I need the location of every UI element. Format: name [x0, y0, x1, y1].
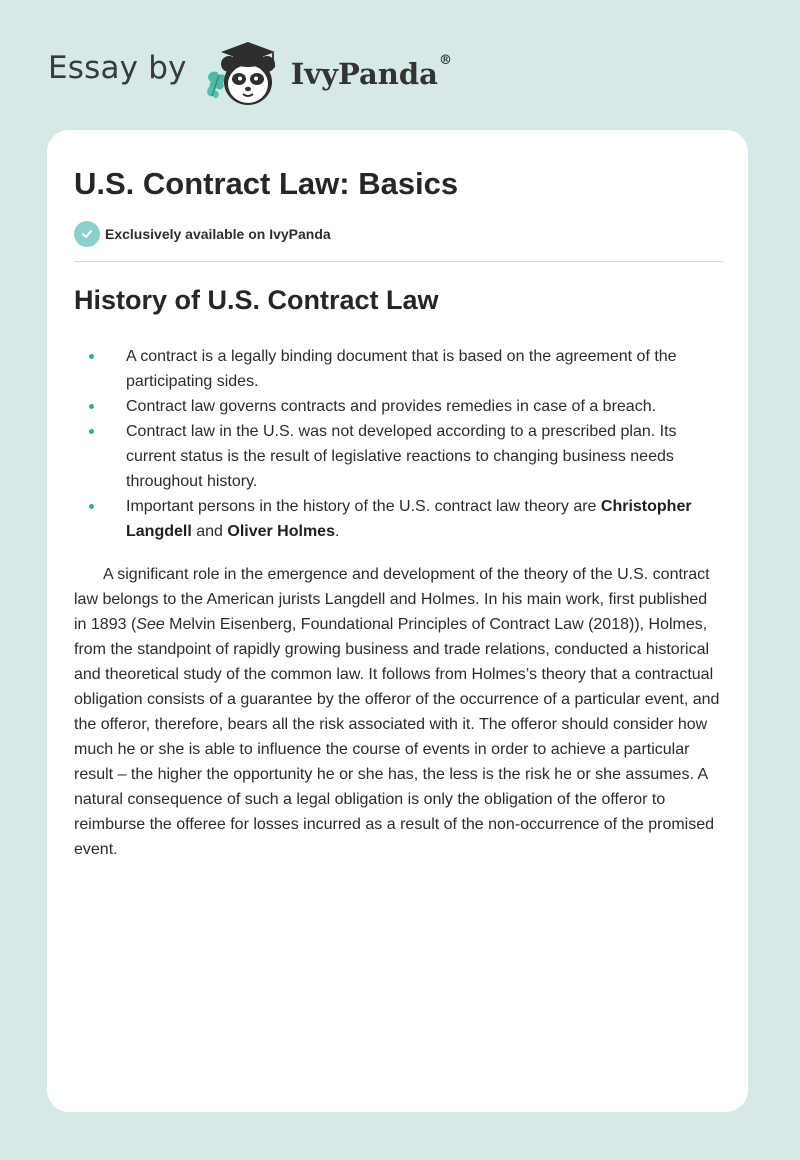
- registered-mark: ®: [438, 53, 452, 68]
- brand-header: [48, 34, 452, 110]
- list-item-text: Contract law governs contracts and provides remedies in case of a breach.: [126, 398, 657, 415]
- panda-graduate-icon: [199, 34, 295, 110]
- section-heading: History of U.S. Contract Law: [74, 285, 439, 315]
- list-item: [74, 419, 724, 494]
- list-item: [74, 394, 724, 419]
- list-item-text-mid: and: [191, 523, 228, 540]
- person-name: Christopher Langdell: [126, 498, 692, 540]
- citation-signal: See: [136, 616, 165, 633]
- exclusive-label: Exclusively available on IvyPanda: [105, 226, 331, 242]
- brand-prefix: Essay by: [48, 50, 187, 86]
- list-item: [74, 494, 724, 544]
- bullet-dot-icon: [89, 404, 94, 409]
- essay-title: U.S. Contract Law: Basics: [74, 166, 459, 201]
- body-paragraph: [74, 562, 724, 862]
- bullet-dot-icon: [89, 504, 94, 509]
- key-points-list: [74, 344, 724, 544]
- exclusive-badge: [74, 221, 331, 247]
- divider: [74, 261, 724, 262]
- paragraph-text-pre: A significant role in the emergence and development of the theory of the U.S. contract law belongs to the American jurists Langdell and Holmes. In his main work, first published in 1893 (: [74, 566, 710, 633]
- essay-card: [47, 130, 748, 1112]
- brand-name: IvyPanda®: [290, 53, 452, 91]
- list-item-text: A contract is a legally binding document that is based on the agreement of the participating sides.: [126, 348, 677, 390]
- person-name: Oliver Holmes: [227, 523, 335, 540]
- list-item-text-post: .: [334, 523, 340, 540]
- list-item-text: Contract law in the U.S. was not developed according to a prescribed plan. Its current status is the result of legislative reactions to changing business needs throughout history.: [126, 423, 677, 490]
- check-circle-icon: [74, 221, 100, 247]
- list-item-text-pre: Important persons in the history of the U.S. contract law theory are: [126, 498, 601, 515]
- list-item: [74, 344, 724, 394]
- paragraph-text-post: Melvin Eisenberg, Foundational Principles of Contract Law (2018)), Holmes, from the standpoint of rapidly growing business and trade relations, conducted a historical and theoretical study of the common law. It follows from Holmes’s theory that a contractual obligation consists of a guarantee by the offeror of the occurrence of a particular event, and the offeror, therefore, bears all the risk associated with it. The offeror should consider how much he or she is able to influence the course of events in order to achieve a particular result – the higher the opportunity he or she has, the less is the risk he or she assumes. A natural consequence of such a legal obligation is only the obligation of the offeror to reimburse the offeree for losses incurred as a result of the non-occurrence of the promised event.: [74, 616, 720, 858]
- bullet-dot-icon: [89, 354, 94, 359]
- bullet-dot-icon: [89, 429, 94, 434]
